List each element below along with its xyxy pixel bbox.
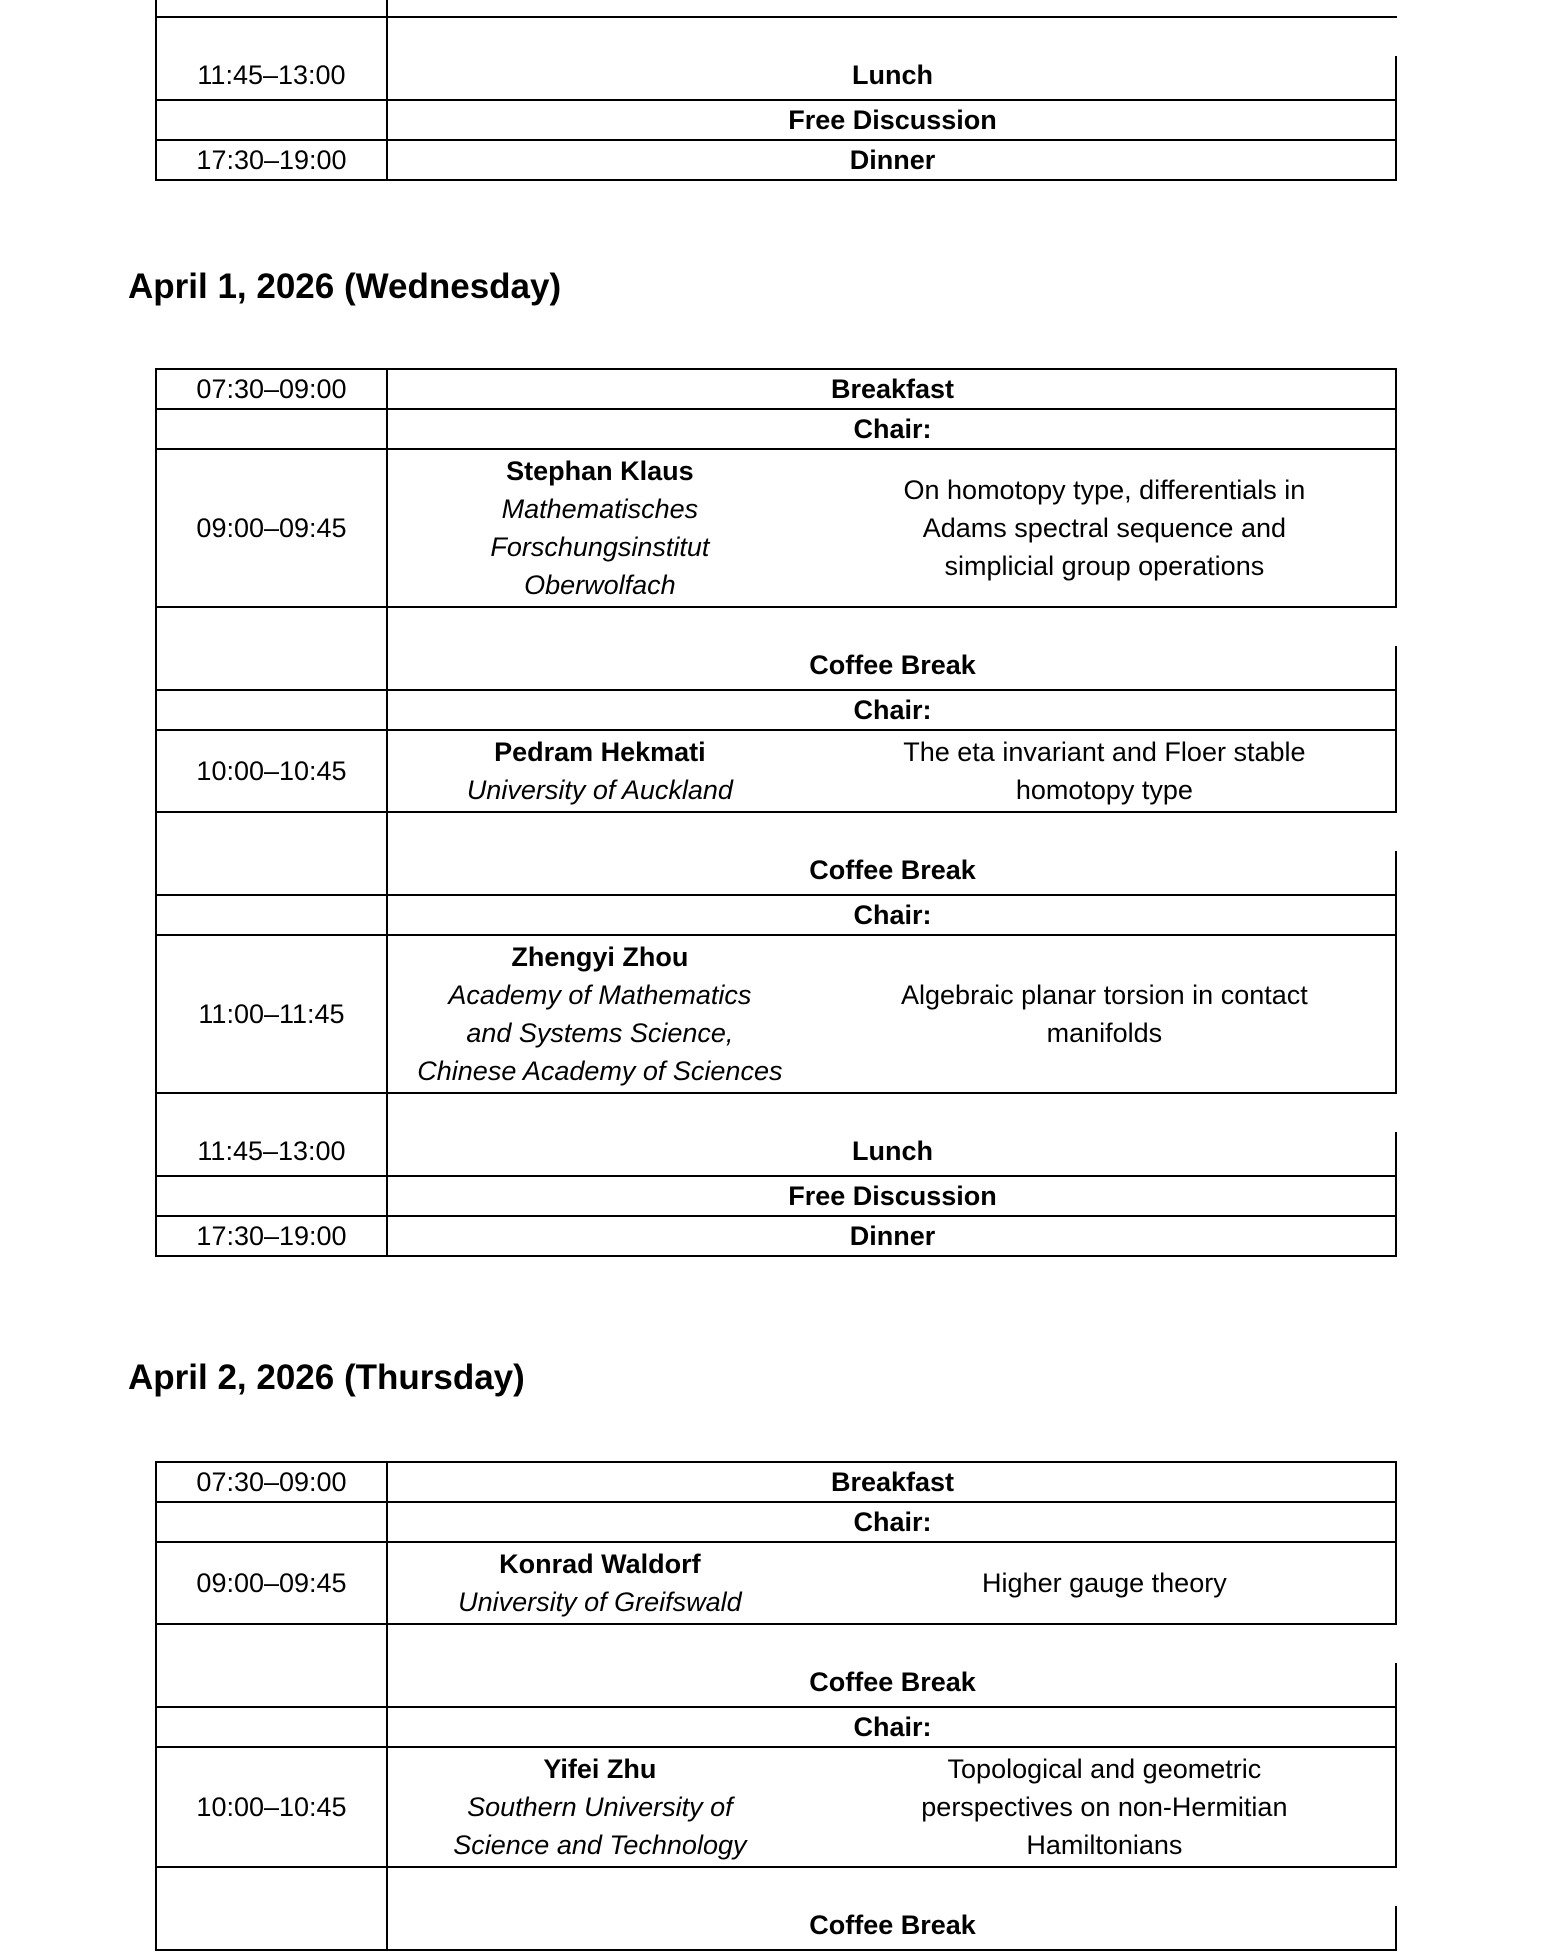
schedule-table-wednesday <box>155 368 1397 1257</box>
session-cell <box>388 608 1397 689</box>
time-cell <box>157 1503 388 1541</box>
time-cell: 11:00–11:45 <box>157 936 388 1092</box>
session-cell <box>388 1217 1397 1255</box>
talk-title-line: On homotopy type, differentials in <box>903 475 1306 505</box>
talk-title <box>812 1750 1397 1864</box>
session-row <box>157 410 1397 450</box>
session-label: Lunch <box>852 1136 933 1166</box>
talk-row <box>157 1543 1397 1625</box>
time-cell <box>157 0 388 16</box>
session-row <box>157 101 1397 141</box>
talk-layout <box>388 938 1397 1090</box>
session-row <box>157 1177 1397 1217</box>
talk-layout <box>388 1750 1397 1864</box>
time-cell: 09:00–09:45 <box>157 1543 388 1623</box>
speaker-info <box>388 1750 812 1864</box>
talk-cell <box>388 450 1397 606</box>
speaker-affiliation-line: Chinese Academy of Sciences <box>417 1056 783 1086</box>
speaker-affiliation-line: and Systems Science, <box>466 1018 734 1048</box>
session-row <box>157 608 1397 691</box>
speaker-affiliation-line: Academy of Mathematics <box>448 980 752 1010</box>
session-row <box>157 18 1397 101</box>
time-cell: 10:00–10:45 <box>157 731 388 811</box>
time-cell: 11:45–13:00 <box>157 18 388 99</box>
speaker-affiliation-line: University of Auckland <box>466 775 733 805</box>
talk-title-line: Algebraic planar torsion in contact <box>901 980 1308 1010</box>
schedule-table-previous-day <box>155 0 1397 181</box>
talk-row <box>157 936 1397 1094</box>
session-cell <box>388 691 1397 729</box>
talk-row <box>157 450 1397 608</box>
talk-title-line: homotopy type <box>1015 775 1193 805</box>
talk-title-line: Hamiltonians <box>1026 1830 1183 1860</box>
session-row <box>157 896 1397 936</box>
session-cell <box>388 1868 1397 1949</box>
speaker-affiliation-line: Southern University of <box>467 1792 733 1822</box>
talk-cell <box>388 936 1397 1092</box>
talk-layout <box>388 1545 1397 1621</box>
time-cell <box>157 813 388 894</box>
session-label: Coffee Break <box>809 650 976 680</box>
session-cell <box>388 813 1397 894</box>
talk-title <box>812 733 1397 809</box>
session-row <box>157 1217 1397 1257</box>
speaker-affiliation-line: Forschungsinstitut <box>490 532 710 562</box>
time-cell <box>157 1708 388 1746</box>
session-label: Breakfast <box>830 374 955 404</box>
schedule-table-thursday <box>155 1461 1397 1951</box>
talk-title-line: Adams spectral sequence and <box>922 513 1286 543</box>
session-row <box>157 1503 1397 1543</box>
time-cell <box>157 410 388 448</box>
session-label: Dinner <box>849 145 936 175</box>
time-cell: 17:30–19:00 <box>157 141 388 179</box>
session-label: Dinner <box>849 1221 936 1251</box>
speaker-name: Pedram Hekmati <box>494 737 706 767</box>
session-cell <box>388 1625 1397 1706</box>
session-row <box>157 1463 1397 1503</box>
speaker-affiliation-line: Mathematisches <box>501 494 699 524</box>
talk-title <box>812 471 1397 585</box>
speaker-info <box>388 1545 812 1621</box>
speaker-name: Zhengyi Zhou <box>511 942 689 972</box>
session-row <box>157 1708 1397 1748</box>
session-label: Free Discussion <box>788 1181 997 1211</box>
time-cell <box>157 608 388 689</box>
time-cell: 09:00–09:45 <box>157 450 388 606</box>
session-label: Coffee Break <box>809 1667 976 1697</box>
time-cell: 17:30–19:00 <box>157 1217 388 1255</box>
session-row <box>157 813 1397 896</box>
talk-layout <box>388 733 1397 809</box>
session-label: Chair: <box>853 900 932 930</box>
session-cell <box>388 18 1397 99</box>
day-heading-wednesday: April 1, 2026 (Wednesday) <box>128 267 562 306</box>
session-row <box>157 691 1397 731</box>
session-label: Coffee Break <box>809 855 976 885</box>
speaker-info <box>388 938 812 1090</box>
time-cell: 11:45–13:00 <box>157 1094 388 1175</box>
talk-title <box>812 976 1397 1052</box>
talk-title-line: manifolds <box>1046 1018 1163 1048</box>
time-cell <box>157 1625 388 1706</box>
time-cell: 10:00–10:45 <box>157 1748 388 1866</box>
speaker-name: Stephan Klaus <box>506 456 694 486</box>
speaker-name: Konrad Waldorf <box>499 1549 701 1579</box>
talk-cell <box>388 1748 1397 1866</box>
speaker-info <box>388 452 812 604</box>
talk-title-line: perspectives on non-Hermitian <box>921 1792 1288 1822</box>
session-label: Coffee Break <box>809 1910 976 1940</box>
session-row <box>157 370 1397 410</box>
session-label: Chair: <box>853 695 932 725</box>
time-cell: 07:30–09:00 <box>157 370 388 408</box>
session-cell <box>388 101 1397 139</box>
talk-cell <box>388 1543 1397 1623</box>
talk-row <box>157 731 1397 813</box>
session-cell <box>388 1463 1397 1501</box>
talk-title-line: simplicial group operations <box>944 551 1265 581</box>
session-label: Chair: <box>853 414 932 444</box>
day-heading-thursday: April 2, 2026 (Thursday) <box>128 1358 525 1397</box>
time-cell: 07:30–09:00 <box>157 1463 388 1501</box>
session-row <box>157 141 1397 181</box>
session-cell <box>388 1503 1397 1541</box>
speaker-affiliation-line: Science and Technology <box>453 1830 747 1860</box>
session-cell <box>388 896 1397 934</box>
session-cell <box>388 1094 1397 1175</box>
talk-title-line: Higher gauge theory <box>982 1568 1227 1598</box>
speaker-name: Yifei Zhu <box>543 1754 657 1784</box>
time-cell <box>157 691 388 729</box>
session-cell <box>388 370 1397 408</box>
session-row <box>157 1094 1397 1177</box>
session-cell <box>388 0 1397 16</box>
talk-layout <box>388 452 1397 604</box>
spacer-row <box>157 0 1397 18</box>
session-label: Breakfast <box>830 1467 955 1497</box>
session-cell <box>388 141 1397 179</box>
session-row <box>157 1625 1397 1708</box>
time-cell <box>157 101 388 139</box>
speaker-info <box>388 733 812 809</box>
time-cell <box>157 896 388 934</box>
session-label: Chair: <box>853 1507 932 1537</box>
talk-title-line: The eta invariant and Floer stable <box>903 737 1306 767</box>
session-cell <box>388 1177 1397 1215</box>
talk-title-line: Topological and geometric <box>947 1754 1262 1784</box>
speaker-affiliation-line: Oberwolfach <box>524 570 676 600</box>
talk-cell <box>388 731 1397 811</box>
speaker-affiliation-line: University of Greifswald <box>458 1587 742 1617</box>
talk-title <box>812 1564 1397 1602</box>
session-label: Chair: <box>853 1712 932 1742</box>
session-row <box>157 1868 1397 1951</box>
session-label: Free Discussion <box>788 105 997 135</box>
time-cell <box>157 1868 388 1949</box>
session-label: Lunch <box>852 60 933 90</box>
session-cell <box>388 1708 1397 1746</box>
time-cell <box>157 1177 388 1215</box>
session-cell <box>388 410 1397 448</box>
talk-row <box>157 1748 1397 1868</box>
